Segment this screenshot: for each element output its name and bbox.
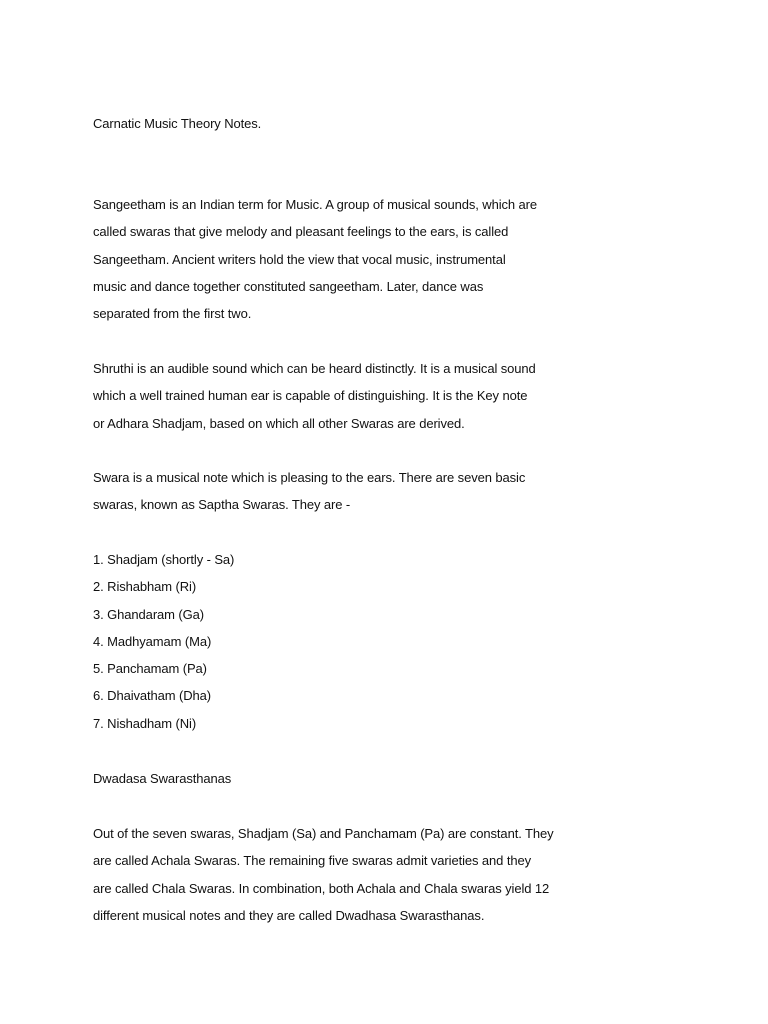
paragraph-line: Sangeetham is an Indian term for Music. A group of musical sounds, which are <box>93 197 538 212</box>
section-heading-text: Dwadasa Swarasthanas <box>93 771 232 786</box>
title-text: Carnatic Music Theory Notes. <box>93 116 262 131</box>
paragraph-line: called swaras that give melody and pleasant feelings to the ears, is called <box>93 224 509 240</box>
list-item: 3. Ghandaram (Ga) <box>93 606 205 622</box>
list-item: 6. Dhaivatham (Dha) <box>93 688 212 704</box>
paragraph-line: music and dance together constituted sangeetham. Later, dance was <box>93 278 484 294</box>
list-item: 5. Panchamam (Pa) <box>93 661 207 677</box>
paragraph-line: Swara is a musical note which is pleasing to the ears. There are seven basic <box>93 470 526 485</box>
paragraph-swarasthanas <box>93 820 563 929</box>
paragraph-line: are called Chala Swaras. In combination, both Achala and Chala swaras yield 12 <box>93 880 550 896</box>
paragraph-line: Out of the seven swaras, Shadjam (Sa) and Panchamam (Pa) are constant. They <box>93 826 554 841</box>
paragraph-line: Shruthi is an audible sound which can be heard distinctly. It is a musical sound <box>93 361 536 376</box>
paragraph-line: Sangeetham. Ancient writers hold the view that vocal music, instrumental <box>93 251 506 267</box>
list-item: 1. Shadjam (shortly - Sa) <box>93 552 235 567</box>
paragraph-shruthi <box>93 355 563 437</box>
list-item: 7. Nishadham (Ni) <box>93 715 197 731</box>
paragraph-line: which a well trained human ear is capable of distinguishing. It is the Key note <box>93 388 528 404</box>
section-heading <box>93 765 563 792</box>
paragraph-swara <box>93 464 563 519</box>
paragraph-line: or Adhara Shadjam, based on which all other Swaras are derived. <box>93 415 465 431</box>
paragraph-line: separated from the first two. <box>93 306 252 322</box>
paragraph-line: swaras, known as Saptha Swaras. They are - <box>93 497 351 513</box>
paragraph-line: are called Achala Swaras. The remaining five swaras admit varieties and they <box>93 853 531 869</box>
paragraph-line: different musical notes and they are called Dwadhasa Swarasthanas. <box>93 907 485 923</box>
paragraph-sangeetham <box>93 191 563 327</box>
swara-list <box>93 546 563 737</box>
list-item: 4. Madhyamam (Ma) <box>93 633 212 649</box>
list-item: 2. Rishabham (Ri) <box>93 579 197 595</box>
document-title <box>93 110 563 137</box>
